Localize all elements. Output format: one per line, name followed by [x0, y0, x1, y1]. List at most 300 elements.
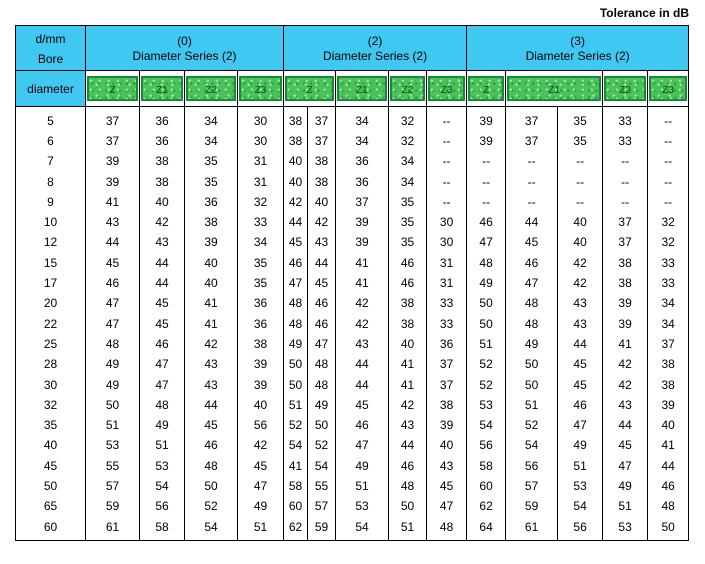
tolerance-cell: 49 [308, 395, 336, 415]
tolerance-cell: 31 [427, 273, 467, 293]
tolerance-cell: 45 [238, 456, 284, 476]
tolerance-cell: 52 [308, 436, 336, 456]
table-row [16, 395, 689, 415]
tolerance-cell: 40 [284, 172, 308, 192]
bore-diameter-cell: 6 [16, 131, 86, 151]
tolerance-cell: 38 [308, 172, 336, 192]
tolerance-cell: 56 [506, 456, 558, 476]
tolerance-cell: 42 [284, 192, 308, 212]
tolerance-cell: 41 [185, 314, 238, 334]
tolerance-cell: 50 [467, 294, 506, 314]
tolerance-cell: 38 [308, 152, 336, 172]
tolerance-cell: 44 [506, 212, 558, 232]
tolerance-cell: 33 [238, 212, 284, 232]
tolerance-cell: 47 [558, 415, 603, 435]
tolerance-cell: 34 [185, 107, 238, 132]
tolerance-cell: 49 [86, 355, 140, 375]
bore-diameter-cell: 30 [16, 375, 86, 395]
tolerance-cell: 51 [603, 497, 648, 517]
tolerance-cell: 52 [467, 375, 506, 395]
bore-diameter-cell: 22 [16, 314, 86, 334]
tolerance-cell: 40 [558, 212, 603, 232]
col-label: Z3 [428, 76, 465, 101]
tolerance-cell: 43 [308, 233, 336, 253]
tolerance-cell: 51 [140, 436, 185, 456]
tolerance-cell: 45 [140, 314, 185, 334]
tolerance-cell: 41 [284, 456, 308, 476]
tolerance-cell: 46 [185, 436, 238, 456]
tolerance-cell: 53 [603, 517, 648, 541]
tolerance-cell: 48 [648, 497, 689, 517]
tolerance-cell: 47 [238, 476, 284, 496]
tolerance-cell: 46 [86, 273, 140, 293]
tolerance-cell: 37 [506, 131, 558, 151]
tolerance-cell: 38 [284, 107, 308, 132]
tolerance-cell: -- [467, 172, 506, 192]
tolerance-cell: 45 [506, 233, 558, 253]
col-z [467, 71, 506, 107]
tolerance-cell: 49 [506, 334, 558, 354]
tolerance-cell: 38 [389, 314, 427, 334]
tolerance-cell: 53 [558, 476, 603, 496]
col-label: Z3 [239, 76, 282, 101]
tolerance-cell: 49 [467, 273, 506, 293]
tolerance-cell: 47 [427, 497, 467, 517]
table-row [16, 152, 689, 172]
tolerance-cell: 39 [86, 172, 140, 192]
tolerance-cell: 34 [648, 294, 689, 314]
tolerance-cell: 33 [427, 294, 467, 314]
tolerance-cell: 49 [603, 476, 648, 496]
tolerance-cell: 49 [336, 456, 389, 476]
tolerance-cell: 43 [389, 415, 427, 435]
tolerance-cell: 39 [185, 233, 238, 253]
tolerance-cell: 47 [467, 233, 506, 253]
tolerance-cell: 39 [336, 212, 389, 232]
col-label: Z1 [141, 76, 183, 101]
table-body [16, 107, 689, 541]
tolerance-cell: 56 [140, 497, 185, 517]
bore-header [16, 26, 86, 71]
tolerance-cell: -- [558, 152, 603, 172]
tolerance-cell: -- [427, 107, 467, 132]
tolerance-cell: 45 [284, 233, 308, 253]
tolerance-cell: -- [427, 152, 467, 172]
table-row [16, 355, 689, 375]
tolerance-cell: 61 [86, 517, 140, 541]
col-label: Z1 [507, 76, 601, 101]
bore-diameter-cell: 65 [16, 497, 86, 517]
tolerance-cell: 40 [284, 152, 308, 172]
tolerance-table-wrapper [15, 25, 689, 541]
tolerance-cell: 57 [506, 476, 558, 496]
tolerance-cell: 39 [86, 152, 140, 172]
tolerance-cell: 56 [238, 415, 284, 435]
bore-diameter-cell: 40 [16, 436, 86, 456]
table-row [16, 476, 689, 496]
tolerance-cell: 57 [308, 497, 336, 517]
tolerance-cell: 58 [467, 456, 506, 476]
table-row [16, 233, 689, 253]
tolerance-cell: 40 [308, 192, 336, 212]
tolerance-cell: 58 [284, 476, 308, 496]
tolerance-cell: 33 [648, 273, 689, 293]
tolerance-cell: 42 [389, 395, 427, 415]
tolerance-cell: 45 [185, 415, 238, 435]
tolerance-cell: 47 [140, 375, 185, 395]
tolerance-cell: 39 [603, 294, 648, 314]
tolerance-cell: 45 [140, 294, 185, 314]
tolerance-cell: 45 [308, 273, 336, 293]
tolerance-cell: 35 [389, 212, 427, 232]
tolerance-cell: 37 [427, 355, 467, 375]
tolerance-cell: 48 [308, 355, 336, 375]
tolerance-cell: 34 [389, 172, 427, 192]
tolerance-cell: 54 [185, 517, 238, 541]
tolerance-cell: 34 [336, 131, 389, 151]
tolerance-cell: 55 [308, 476, 336, 496]
bore-header-line1: d/mm [35, 32, 66, 46]
tolerance-cell: 50 [648, 517, 689, 541]
group-2-number: (2) [284, 26, 467, 50]
col-z [86, 71, 140, 107]
tolerance-cell: 52 [284, 415, 308, 435]
group-3-series: Diameter Series (2) [467, 49, 689, 71]
tolerance-cell: 51 [86, 415, 140, 435]
tolerance-cell: 37 [506, 107, 558, 132]
tolerance-cell: -- [603, 172, 648, 192]
tolerance-cell: 50 [284, 355, 308, 375]
tolerance-cell: 38 [389, 294, 427, 314]
tolerance-cell: 37 [427, 375, 467, 395]
tolerance-cell: 52 [506, 415, 558, 435]
table-row [16, 273, 689, 293]
tolerance-cell: 51 [467, 334, 506, 354]
tolerance-cell: 37 [308, 131, 336, 151]
tolerance-cell: 51 [336, 476, 389, 496]
tolerance-cell: 44 [389, 436, 427, 456]
tolerance-cell: 44 [140, 273, 185, 293]
tolerance-cell: 50 [389, 497, 427, 517]
tolerance-cell: 62 [467, 497, 506, 517]
col-label: Z1 [337, 76, 387, 101]
tolerance-cell: -- [648, 192, 689, 212]
tolerance-cell: 36 [336, 152, 389, 172]
tolerance-cell: 46 [558, 395, 603, 415]
tolerance-cell: 43 [86, 212, 140, 232]
tolerance-cell: 45 [603, 436, 648, 456]
tolerance-cell: 38 [140, 172, 185, 192]
tolerance-cell: 36 [238, 314, 284, 334]
tolerance-cell: 43 [185, 375, 238, 395]
tolerance-cell: 39 [467, 131, 506, 151]
tolerance-cell: 47 [140, 355, 185, 375]
tolerance-cell: 42 [238, 436, 284, 456]
tolerance-cell: 47 [506, 273, 558, 293]
tolerance-cell: 40 [185, 273, 238, 293]
col-label: Z2 [186, 76, 236, 101]
tolerance-cell: 59 [506, 497, 558, 517]
tolerance-cell: 38 [185, 212, 238, 232]
table-row [16, 334, 689, 354]
tolerance-cell: 46 [467, 212, 506, 232]
col-z1 [336, 71, 389, 107]
tolerance-cell: 40 [648, 415, 689, 435]
tolerance-cell: -- [648, 107, 689, 132]
tolerance-cell: 44 [603, 415, 648, 435]
tolerance-cell: 54 [467, 415, 506, 435]
tolerance-cell: 42 [140, 212, 185, 232]
tolerance-cell: 33 [427, 314, 467, 334]
tolerance-cell: 47 [86, 314, 140, 334]
tolerance-cell: 35 [389, 192, 427, 212]
tolerance-cell: 36 [140, 107, 185, 132]
group-3-number: (3) [467, 26, 689, 50]
tolerance-cell: 34 [389, 152, 427, 172]
tolerance-cell: 31 [238, 152, 284, 172]
tolerance-cell: 39 [238, 375, 284, 395]
tolerance-cell: 41 [389, 375, 427, 395]
tolerance-cell: 31 [427, 253, 467, 273]
tolerance-cell: 45 [558, 375, 603, 395]
tolerance-cell: 41 [336, 253, 389, 273]
tolerance-cell: 50 [506, 375, 558, 395]
tolerance-cell: 42 [603, 375, 648, 395]
tolerance-table [15, 25, 689, 541]
bore-diameter-cell: 35 [16, 415, 86, 435]
col-z2 [389, 71, 427, 107]
tolerance-cell: 45 [427, 476, 467, 496]
tolerance-cell: 38 [603, 253, 648, 273]
tolerance-cell: 50 [467, 314, 506, 334]
tolerance-cell: 44 [336, 375, 389, 395]
tolerance-cell: 64 [467, 517, 506, 541]
table-row [16, 375, 689, 395]
tolerance-cell: 41 [603, 334, 648, 354]
tolerance-cell: 51 [558, 456, 603, 476]
tolerance-cell: 44 [558, 334, 603, 354]
tolerance-cell: -- [603, 192, 648, 212]
tolerance-cell: 40 [558, 233, 603, 253]
bore-diameter-cell: 50 [16, 476, 86, 496]
bore-diameter-cell: 17 [16, 273, 86, 293]
tolerance-cell: 44 [140, 253, 185, 273]
tolerance-cell: -- [603, 152, 648, 172]
tolerance-cell: 39 [603, 314, 648, 334]
table-header [16, 26, 689, 107]
tolerance-cell: 56 [467, 436, 506, 456]
tolerance-cell: 49 [140, 415, 185, 435]
tolerance-cell: 41 [389, 355, 427, 375]
tolerance-cell: 43 [185, 355, 238, 375]
table-row [16, 192, 689, 212]
tolerance-cell: 35 [185, 152, 238, 172]
tolerance-cell: 30 [427, 212, 467, 232]
tolerance-cell: -- [427, 172, 467, 192]
tolerance-cell: 53 [140, 456, 185, 476]
tolerance-cell: 33 [603, 107, 648, 132]
tolerance-cell: 32 [389, 107, 427, 132]
tolerance-cell: 43 [336, 334, 389, 354]
tolerance-cell: 47 [284, 273, 308, 293]
tolerance-cell: 40 [185, 253, 238, 273]
group-2-series: Diameter Series (2) [284, 49, 467, 71]
tolerance-cell: 42 [336, 294, 389, 314]
table-row [16, 212, 689, 232]
group-0-number: (0) [86, 26, 284, 50]
table-row [16, 314, 689, 334]
tolerance-cell: 54 [140, 476, 185, 496]
tolerance-cell: 55 [86, 456, 140, 476]
tolerance-cell: 51 [238, 517, 284, 541]
bore-diameter-cell: 7 [16, 152, 86, 172]
tolerance-cell: 39 [427, 415, 467, 435]
tolerance-cell: 34 [238, 233, 284, 253]
col-z2 [603, 71, 648, 107]
tolerance-cell: 46 [336, 415, 389, 435]
tolerance-cell: 39 [238, 355, 284, 375]
tolerance-cell: 42 [558, 253, 603, 273]
tolerance-cell: -- [506, 192, 558, 212]
tolerance-cell: -- [558, 192, 603, 212]
tolerance-cell: 58 [140, 517, 185, 541]
bore-header-line2: Bore [37, 52, 64, 66]
tolerance-cell: 56 [558, 517, 603, 541]
bore-diameter-cell: 45 [16, 456, 86, 476]
tolerance-cell: 49 [86, 375, 140, 395]
table-row [16, 456, 689, 476]
tolerance-cell: -- [467, 192, 506, 212]
col-z3 [427, 71, 467, 107]
bore-diameter-cell: 32 [16, 395, 86, 415]
tolerance-cell: 51 [389, 517, 427, 541]
bore-diameter-cell: 12 [16, 233, 86, 253]
tolerance-cell: 50 [185, 476, 238, 496]
tolerance-cell: 43 [140, 233, 185, 253]
tolerance-cell: 35 [238, 273, 284, 293]
tolerance-cell: -- [506, 172, 558, 192]
tolerance-cell: 48 [467, 253, 506, 273]
tolerance-cell: 35 [389, 233, 427, 253]
tolerance-cell: 38 [284, 131, 308, 151]
tolerance-cell: 60 [284, 497, 308, 517]
tolerance-cell: 38 [427, 395, 467, 415]
tolerance-cell: 48 [427, 517, 467, 541]
tolerance-cell: 36 [427, 334, 467, 354]
tolerance-cell: 50 [506, 355, 558, 375]
tolerance-cell: 50 [86, 395, 140, 415]
tolerance-cell: 41 [336, 273, 389, 293]
tolerance-cell: 42 [308, 212, 336, 232]
tolerance-caption: Tolerance in dB [599, 6, 689, 20]
tolerance-cell: 43 [558, 294, 603, 314]
tolerance-cell: -- [427, 192, 467, 212]
tolerance-cell: 40 [389, 334, 427, 354]
col-label: Z [285, 76, 334, 101]
tolerance-cell: 53 [467, 395, 506, 415]
tolerance-cell: 48 [185, 456, 238, 476]
tolerance-cell: 45 [86, 253, 140, 273]
tolerance-cell: 37 [336, 192, 389, 212]
col-z [284, 71, 336, 107]
tolerance-cell: 45 [558, 355, 603, 375]
tolerance-cell: 47 [336, 436, 389, 456]
tolerance-cell: 30 [238, 107, 284, 132]
tolerance-cell: 40 [140, 192, 185, 212]
tolerance-cell: 47 [86, 294, 140, 314]
group-0-series: Diameter Series (2) [86, 49, 284, 71]
tolerance-cell: -- [558, 172, 603, 192]
tolerance-cell: 36 [140, 131, 185, 151]
tolerance-cell: 61 [506, 517, 558, 541]
tolerance-cell: 41 [648, 436, 689, 456]
col-label: Z2 [390, 76, 425, 101]
tolerance-cell: 48 [389, 476, 427, 496]
tolerance-cell: 46 [389, 273, 427, 293]
tolerance-cell: 38 [238, 334, 284, 354]
bore-diameter-cell: 9 [16, 192, 86, 212]
tolerance-cell: 32 [389, 131, 427, 151]
tolerance-cell: 35 [558, 107, 603, 132]
tolerance-cell: 34 [185, 131, 238, 151]
tolerance-cell: 32 [648, 233, 689, 253]
tolerance-cell: 40 [238, 395, 284, 415]
tolerance-cell: 44 [86, 233, 140, 253]
tolerance-cell: 44 [336, 355, 389, 375]
tolerance-cell: 37 [308, 107, 336, 132]
tolerance-cell: 48 [284, 294, 308, 314]
tolerance-cell: 38 [140, 152, 185, 172]
col-label: Z [87, 76, 138, 101]
tolerance-cell: 37 [86, 107, 140, 132]
tolerance-cell: 51 [284, 395, 308, 415]
tolerance-cell: 48 [86, 334, 140, 354]
bore-diameter-cell: 60 [16, 517, 86, 541]
tolerance-cell: 34 [648, 314, 689, 334]
table-row [16, 294, 689, 314]
tolerance-cell: 48 [284, 314, 308, 334]
tolerance-cell: 43 [558, 314, 603, 334]
tolerance-cell: 30 [238, 131, 284, 151]
tolerance-cell: 34 [336, 107, 389, 132]
tolerance-cell: 46 [389, 253, 427, 273]
tolerance-cell: 50 [308, 415, 336, 435]
tolerance-cell: 54 [284, 436, 308, 456]
tolerance-cell: 37 [603, 212, 648, 232]
tolerance-cell: 53 [86, 436, 140, 456]
tolerance-cell: 53 [336, 497, 389, 517]
tolerance-cell: 57 [86, 476, 140, 496]
col-label: Z3 [649, 76, 687, 101]
tolerance-cell: 59 [308, 517, 336, 541]
tolerance-cell: 48 [308, 375, 336, 395]
table-row [16, 436, 689, 456]
tolerance-cell: -- [467, 152, 506, 172]
tolerance-cell: 60 [467, 476, 506, 496]
table-row [16, 107, 689, 132]
tolerance-cell: 46 [648, 476, 689, 496]
tolerance-cell: 44 [284, 212, 308, 232]
tolerance-cell: 44 [308, 253, 336, 273]
tolerance-cell: 39 [467, 107, 506, 132]
bore-diameter-cell: 5 [16, 107, 86, 132]
tolerance-cell: -- [648, 152, 689, 172]
tolerance-cell: 46 [308, 314, 336, 334]
bore-diameter-cell: 28 [16, 355, 86, 375]
tolerance-cell: 48 [140, 395, 185, 415]
tolerance-cell: 39 [648, 395, 689, 415]
tolerance-cell: 32 [238, 192, 284, 212]
